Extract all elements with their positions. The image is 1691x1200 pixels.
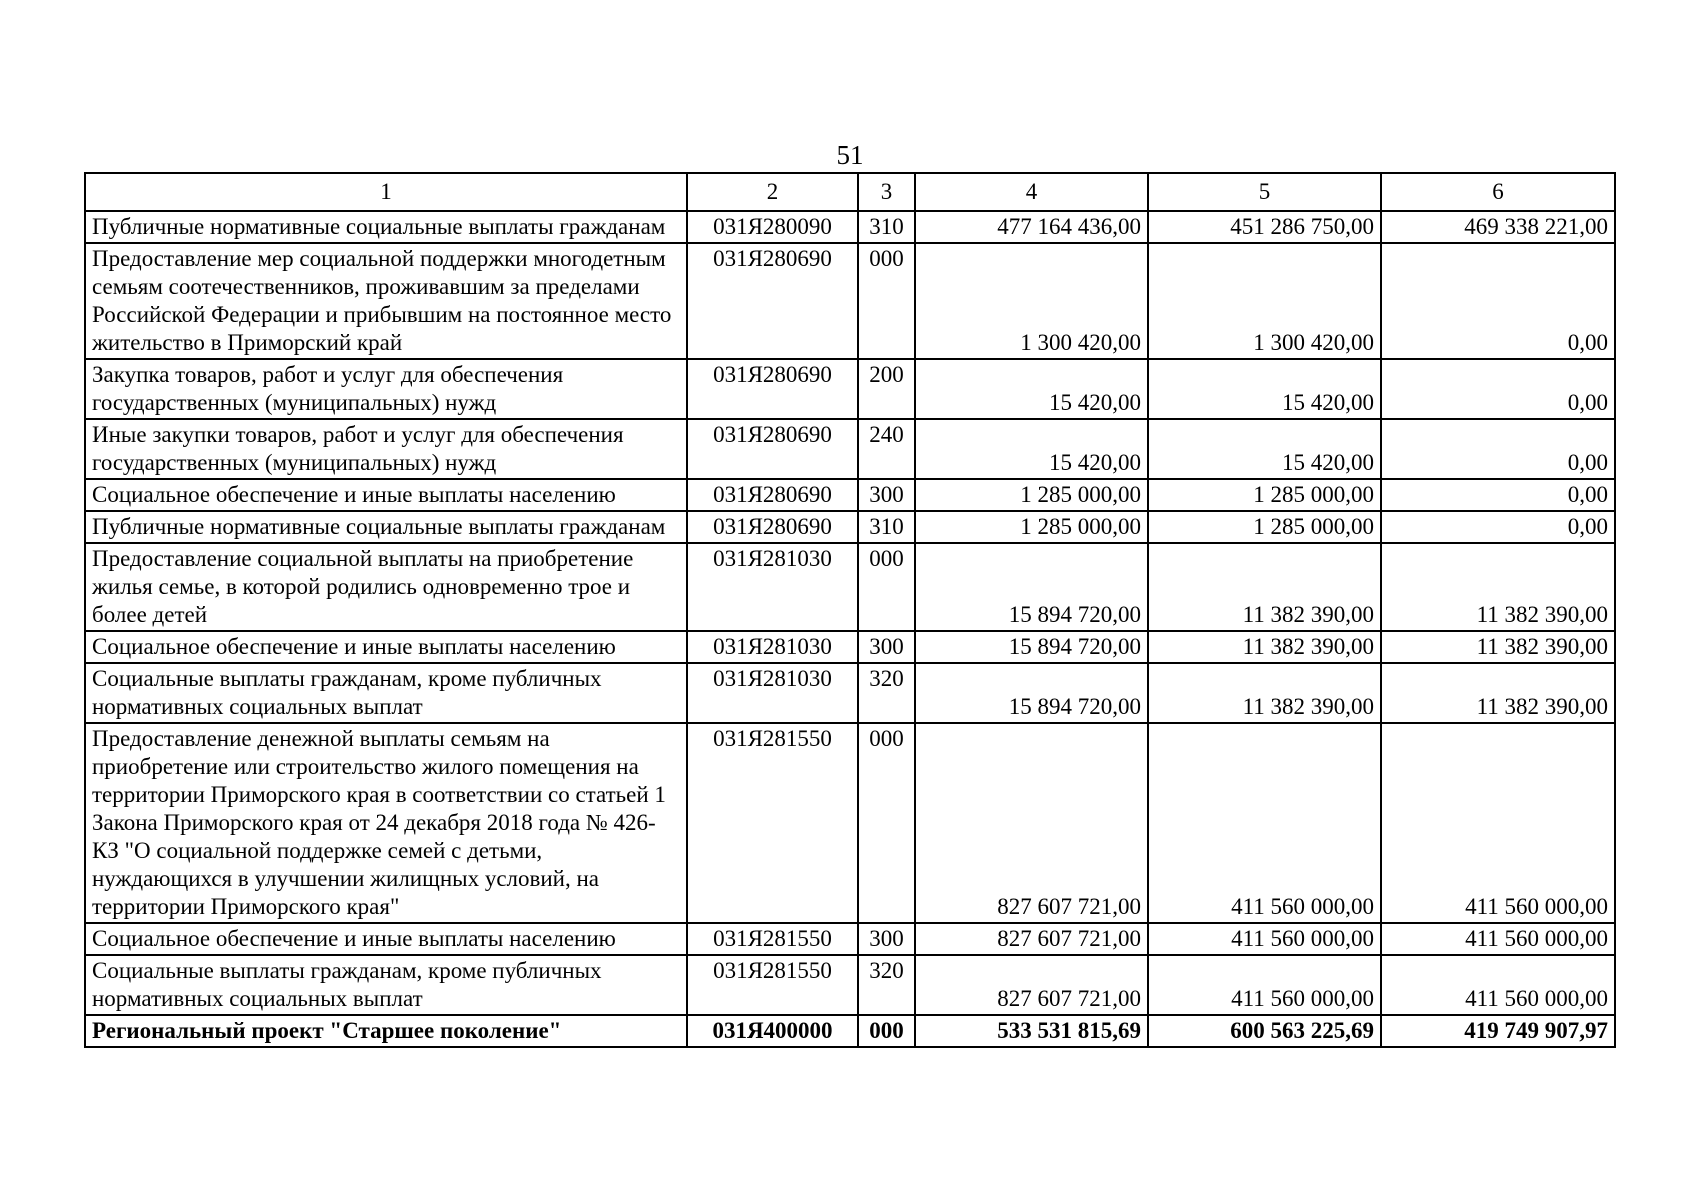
column-header-6: 6 xyxy=(1381,173,1615,211)
row-amount-col5-cell: 600 563 225,69 xyxy=(1148,1015,1381,1047)
row-amount-col5-cell: 15 420,00 xyxy=(1148,419,1381,479)
row-kind-cell: 310 xyxy=(858,211,915,243)
row-name-cell: Предоставление социальной выплаты на приобретение жилья семье, в которой родились одновременно трое и более детей xyxy=(85,543,687,631)
row-amount-col4-cell: 15 420,00 xyxy=(915,419,1148,479)
row-amount-col4-cell: 827 607 721,00 xyxy=(915,955,1148,1015)
row-amount-col5-cell: 411 560 000,00 xyxy=(1148,723,1381,923)
row-amount-col6-cell: 0,00 xyxy=(1381,511,1615,543)
row-name-cell: Социальное обеспечение и иные выплаты населению xyxy=(85,479,687,511)
row-kind-cell: 320 xyxy=(858,955,915,1015)
table-row xyxy=(85,511,1615,543)
row-name-cell: Региональный проект "Старшее поколение" xyxy=(85,1015,687,1047)
row-name-cell: Социальные выплаты гражданам, кроме публичных нормативных социальных выплат xyxy=(85,955,687,1015)
row-amount-col4-cell: 477 164 436,00 xyxy=(915,211,1148,243)
row-name-cell: Публичные нормативные социальные выплаты гражданам xyxy=(85,511,687,543)
row-kind-cell: 000 xyxy=(858,1015,915,1047)
table-row xyxy=(85,955,1615,1015)
table-body xyxy=(85,173,1615,1047)
row-amount-col5-cell: 411 560 000,00 xyxy=(1148,923,1381,955)
row-name-cell: Социальное обеспечение и иные выплаты населению xyxy=(85,923,687,955)
page-number: 51 xyxy=(836,140,864,170)
row-code-cell: 031Я281550 xyxy=(687,923,858,955)
table-row xyxy=(85,243,1615,359)
row-kind-cell: 000 xyxy=(858,723,915,923)
row-code-cell: 031Я281550 xyxy=(687,955,858,1015)
row-name-cell: Социальное обеспечение и иные выплаты населению xyxy=(85,631,687,663)
row-amount-col6-cell: 0,00 xyxy=(1381,479,1615,511)
row-amount-col4-cell: 1 285 000,00 xyxy=(915,479,1148,511)
row-amount-col5-cell: 1 300 420,00 xyxy=(1148,243,1381,359)
row-amount-col4-cell: 15 420,00 xyxy=(915,359,1148,419)
row-code-cell: 031Я280090 xyxy=(687,211,858,243)
row-amount-col6-cell: 11 382 390,00 xyxy=(1381,631,1615,663)
row-amount-col6-cell: 11 382 390,00 xyxy=(1381,543,1615,631)
row-amount-col5-cell: 15 420,00 xyxy=(1148,359,1381,419)
row-kind-cell: 300 xyxy=(858,631,915,663)
row-kind-cell: 000 xyxy=(858,243,915,359)
row-amount-col4-cell: 1 300 420,00 xyxy=(915,243,1148,359)
row-amount-col6-cell: 0,00 xyxy=(1381,419,1615,479)
column-number-row xyxy=(85,173,1615,211)
row-kind-cell: 240 xyxy=(858,419,915,479)
row-code-cell: 031Я280690 xyxy=(687,479,858,511)
row-amount-col6-cell: 0,00 xyxy=(1381,243,1615,359)
table-row xyxy=(85,663,1615,723)
row-name-cell: Социальные выплаты гражданам, кроме публичных нормативных социальных выплат xyxy=(85,663,687,723)
row-amount-col6-cell: 0,00 xyxy=(1381,359,1615,419)
row-amount-col5-cell: 1 285 000,00 xyxy=(1148,511,1381,543)
row-amount-col4-cell: 15 894 720,00 xyxy=(915,543,1148,631)
row-kind-cell: 310 xyxy=(858,511,915,543)
row-name-cell: Предоставление денежной выплаты семьям на приобретение или строительство жилого помещения на территории Приморского края в соответствии со статьей 1 Закона Приморского края от 24 декабря 2018 года № 426-КЗ "О социальной поддержке семей с детьми, нуждающихся в улучшении жилищных условий, на территории Приморского края" xyxy=(85,723,687,923)
row-kind-cell: 200 xyxy=(858,359,915,419)
row-code-cell: 031Я280690 xyxy=(687,511,858,543)
row-code-cell: 031Я281030 xyxy=(687,543,858,631)
row-amount-col5-cell: 11 382 390,00 xyxy=(1148,543,1381,631)
row-code-cell: 031Я281030 xyxy=(687,663,858,723)
row-amount-col4-cell: 15 894 720,00 xyxy=(915,631,1148,663)
row-amount-col4-cell: 827 607 721,00 xyxy=(915,923,1148,955)
column-header-5: 5 xyxy=(1148,173,1381,211)
row-code-cell: 031Я281550 xyxy=(687,723,858,923)
table-row xyxy=(85,419,1615,479)
row-amount-col6-cell: 11 382 390,00 xyxy=(1381,663,1615,723)
row-amount-col4-cell: 1 285 000,00 xyxy=(915,511,1148,543)
row-amount-col4-cell: 827 607 721,00 xyxy=(915,723,1148,923)
table-row xyxy=(85,631,1615,663)
table-row xyxy=(85,543,1615,631)
row-amount-col5-cell: 451 286 750,00 xyxy=(1148,211,1381,243)
row-kind-cell: 320 xyxy=(858,663,915,723)
row-amount-col5-cell: 411 560 000,00 xyxy=(1148,955,1381,1015)
table-row xyxy=(85,923,1615,955)
table-row xyxy=(85,479,1615,511)
row-kind-cell: 300 xyxy=(858,923,915,955)
row-name-cell: Публичные нормативные социальные выплаты гражданам xyxy=(85,211,687,243)
row-code-cell: 031Я280690 xyxy=(687,359,858,419)
row-code-cell: 031Я280690 xyxy=(687,419,858,479)
table-row xyxy=(85,723,1615,923)
row-code-cell: 031Я400000 xyxy=(687,1015,858,1047)
row-code-cell: 031Я280690 xyxy=(687,243,858,359)
row-name-cell: Предоставление мер социальной поддержки многодетным семьям соотечественников, проживавшим за пределами Российской Федерации и прибывшим на постоянное место жительство в Приморский край xyxy=(85,243,687,359)
budget-table xyxy=(84,172,1616,1048)
table-row xyxy=(85,359,1615,419)
column-header-2: 2 xyxy=(687,173,858,211)
row-code-cell: 031Я281030 xyxy=(687,631,858,663)
row-name-cell: Закупка товаров, работ и услуг для обеспечения государственных (муниципальных) нужд xyxy=(85,359,687,419)
row-kind-cell: 300 xyxy=(858,479,915,511)
row-amount-col6-cell: 419 749 907,97 xyxy=(1381,1015,1615,1047)
row-amount-col5-cell: 11 382 390,00 xyxy=(1148,663,1381,723)
table-row xyxy=(85,211,1615,243)
row-amount-col4-cell: 15 894 720,00 xyxy=(915,663,1148,723)
row-amount-col6-cell: 411 560 000,00 xyxy=(1381,955,1615,1015)
row-amount-col6-cell: 411 560 000,00 xyxy=(1381,923,1615,955)
column-header-4: 4 xyxy=(915,173,1148,211)
row-name-cell: Иные закупки товаров, работ и услуг для обеспечения государственных (муниципальных) нужд xyxy=(85,419,687,479)
table-row xyxy=(85,1015,1615,1047)
column-header-1: 1 xyxy=(85,173,687,211)
column-header-3: 3 xyxy=(858,173,915,211)
row-amount-col6-cell: 411 560 000,00 xyxy=(1381,723,1615,923)
row-kind-cell: 000 xyxy=(858,543,915,631)
row-amount-col5-cell: 11 382 390,00 xyxy=(1148,631,1381,663)
row-amount-col4-cell: 533 531 815,69 xyxy=(915,1015,1148,1047)
row-amount-col5-cell: 1 285 000,00 xyxy=(1148,479,1381,511)
row-amount-col6-cell: 469 338 221,00 xyxy=(1381,211,1615,243)
